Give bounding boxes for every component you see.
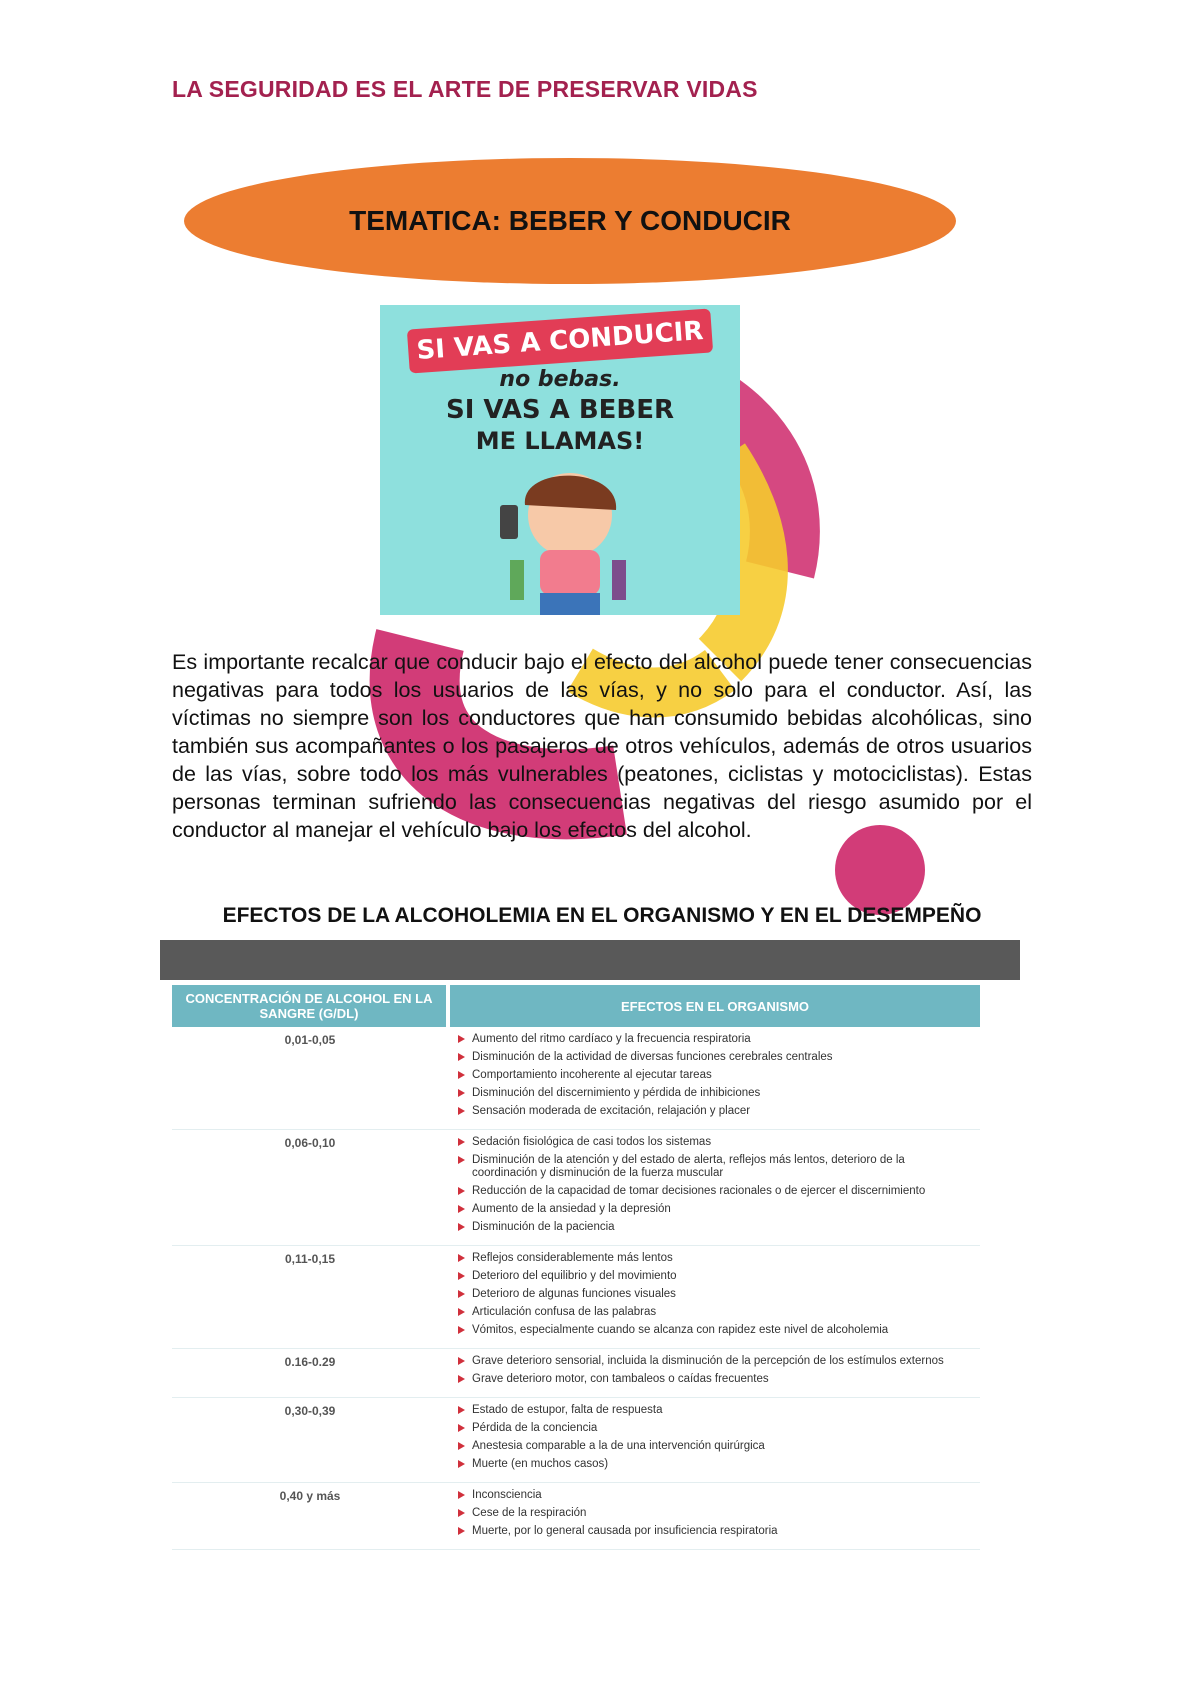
effect-item: Disminución de la paciencia (456, 1221, 972, 1234)
effect-item: Sensación moderada de excitación, relajación y placer (456, 1105, 972, 1118)
effect-item: Reducción de la capacidad de tomar decisiones racionales o de ejercer el discernimiento (456, 1185, 972, 1198)
concentration-cell: 0,40 y más (172, 1483, 448, 1550)
effect-item: Vómitos, especialmente cuando se alcanza con rapidez este nivel de alcoholemia (456, 1324, 972, 1337)
header-effects: EFECTOS EN EL ORGANISMO (448, 985, 980, 1027)
table-row (172, 1246, 980, 1349)
poster-image (380, 305, 740, 615)
poster-line2: no bebas. (499, 367, 621, 392)
table-row (172, 1483, 980, 1550)
table-row (172, 1398, 980, 1483)
effect-item: Reflejos considerablemente más lentos (456, 1252, 972, 1265)
banner-title: TEMATICA: BEBER Y CONDUCIR (349, 205, 791, 236)
effects-cell (448, 1246, 980, 1349)
effect-item: Comportamiento incoherente al ejecutar tareas (456, 1069, 972, 1082)
concentration-cell: 0,06-0,10 (172, 1130, 448, 1246)
effect-item: Grave deterioro motor, con tambaleos o caídas frecuentes (456, 1373, 972, 1386)
intro-paragraph: Es importante recalcar que conducir bajo el efecto del alcohol puede tener consecuencias negativas para todos los usuarios de las vías, y no solo para el conductor. Así, las víctimas no siempre son los conductores que han consumido bebidas alcohólicas, sino también sus acompañantes o los pasajeros de otros vehículos, además de otros usuarios de las vías, sobre todo los más vulnerables (peatones, ciclistas y motociclistas). Estas personas terminan sufriendo las consecuencias negativas del riesgo asumido por el conductor al manejar el vehículo bajo los efectos del alcohol. (172, 650, 1032, 842)
effect-item: Muerte (en muchos casos) (456, 1458, 972, 1471)
effect-item: Disminución de la atención y del estado de alerta, reflejos más lentos, deterioro de la coordinación y disminución de la fuerza muscular (456, 1154, 972, 1180)
section-title: EFECTOS DE LA ALCOHOLEMIA EN EL ORGANISMO Y EN EL DESEMPEÑO (222, 904, 982, 927)
concentration-cell: 0,11-0,15 (172, 1246, 448, 1349)
topic-banner (184, 158, 956, 284)
effect-item: Pérdida de la conciencia (456, 1422, 972, 1435)
girl-illustration (380, 305, 740, 615)
effect-item: Sedación fisiológica de casi todos los sistemas (456, 1136, 972, 1149)
concentration-cell: 0,30-0,39 (172, 1398, 448, 1483)
effect-item: Deterioro de algunas funciones visuales (456, 1288, 972, 1301)
page-heading: LA SEGURIDAD ES EL ARTE DE PRESERVAR VIDAS (172, 76, 758, 102)
effects-cell (448, 1398, 980, 1483)
effects-cell (448, 1349, 980, 1398)
effect-item: Inconsciencia (456, 1489, 972, 1502)
effects-cell (448, 1483, 980, 1550)
effect-item: Aumento de la ansiedad y la depresión (456, 1203, 972, 1216)
header-concentration: CONCENTRACIÓN DE ALCOHOL EN LA SANGRE (G/DL) (172, 985, 448, 1027)
poster-line1: SI VAS A CONDUCIR (415, 316, 705, 366)
effect-item: Muerte, por lo general causada por insuficiencia respiratoria (456, 1525, 972, 1538)
effect-item: Estado de estupor, falta de respuesta (456, 1404, 972, 1417)
table-row (172, 1130, 980, 1246)
effect-item: Deterioro del equilibrio y del movimiento (456, 1270, 972, 1283)
effects-table (172, 985, 980, 1550)
effect-item: Disminución del discernimiento y pérdida de inhibiciones (456, 1087, 972, 1100)
effect-item: Anestesia comparable a la de una intervención quirúrgica (456, 1440, 972, 1453)
effects-cell (448, 1027, 980, 1130)
effects-cell (448, 1130, 980, 1246)
concentration-cell: 0.16-0.29 (172, 1349, 448, 1398)
effect-item: Aumento del ritmo cardíaco y la frecuencia respiratoria (456, 1033, 972, 1046)
poster-line4: ME LLAMAS! (475, 427, 645, 455)
effect-item: Cese de la respiración (456, 1507, 972, 1520)
effect-item: Grave deterioro sensorial, incluida la disminución de la percepción de los estímulos externos (456, 1355, 972, 1368)
concentration-cell: 0,01-0,05 (172, 1027, 448, 1130)
effect-item: Disminución de la actividad de diversas funciones cerebrales centrales (456, 1051, 972, 1064)
poster-line3: SI VAS A BEBER (445, 395, 675, 425)
table-row (172, 1349, 980, 1398)
table-row (172, 1027, 980, 1130)
effect-item: Articulación confusa de las palabras (456, 1306, 972, 1319)
